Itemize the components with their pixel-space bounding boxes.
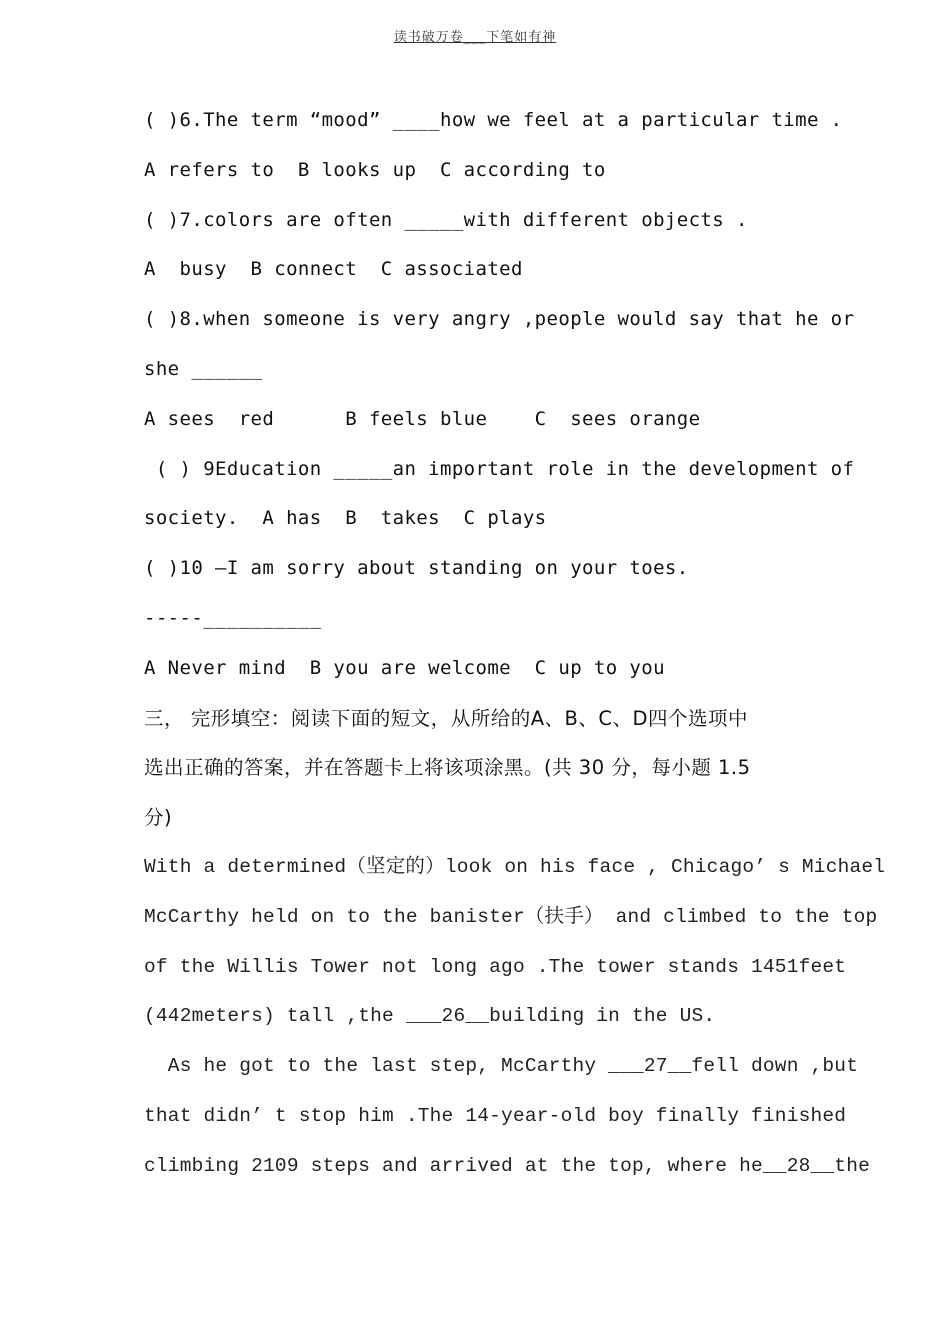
- section-3-instructions: 选出正确的答案，并在答题卡上将该项涂黑。(共 30 分，每小题 1.5: [144, 756, 751, 780]
- passage-line-5: As he got to the last step, McCarthy ___27__fell down ,but: [144, 1055, 859, 1078]
- question-9-options: society. A has B takes C plays: [144, 507, 547, 530]
- question-7-options: A busy B connect C associated: [144, 258, 523, 281]
- question-6-options: A refers to B looks up C according to: [144, 158, 606, 181]
- page-header-motto: 读书破万卷___下笔如有神: [393, 30, 557, 45]
- question-9: ( ) 9Education _____an important role in the development of: [144, 457, 855, 480]
- passage-line-4: (442meters) tall ,the ___26__building in the US.: [144, 1005, 716, 1028]
- question-8-options: A sees red B feels blue C sees orange: [144, 407, 701, 430]
- question-7: ( )7.colors are often _____with different objects .: [144, 208, 748, 231]
- question-10: ( )10 —I am sorry about standing on your toes.: [144, 557, 689, 580]
- passage-line-3: of the Willis Tower not long ago .The tower stands 1451feet: [144, 955, 847, 978]
- passage-line-1: With a determined（坚定的）look on his face , Chicago’ s Michael: [144, 855, 886, 878]
- question-8-continued: she ______: [144, 357, 263, 380]
- passage-line-7: climbing 2109 steps and arrived at the top, where he__28__the: [144, 1154, 871, 1177]
- passage-line-6: that didn’ t stop him .The 14-year-old boy finally finished: [144, 1104, 847, 1127]
- section-3-instructions-end: 分): [144, 806, 173, 830]
- question-6: ( )6.The term “mood” ____how we feel at a particular time .: [144, 109, 843, 131]
- question-10-options: A Never mind B you are welcome C up to you: [144, 656, 665, 679]
- question-10-blank: -----__________: [144, 606, 322, 629]
- passage-line-2: McCarthy held on to the banister（扶手） and climbed to the top: [144, 905, 878, 928]
- document-body: [144, 96, 886, 1192]
- question-8: ( )8.when someone is very angry ,people would say that he or: [144, 308, 855, 331]
- section-3-heading: 三， 完形填空：阅读下面的短文，从所给的A、B、C、D四个选项中: [144, 706, 749, 730]
